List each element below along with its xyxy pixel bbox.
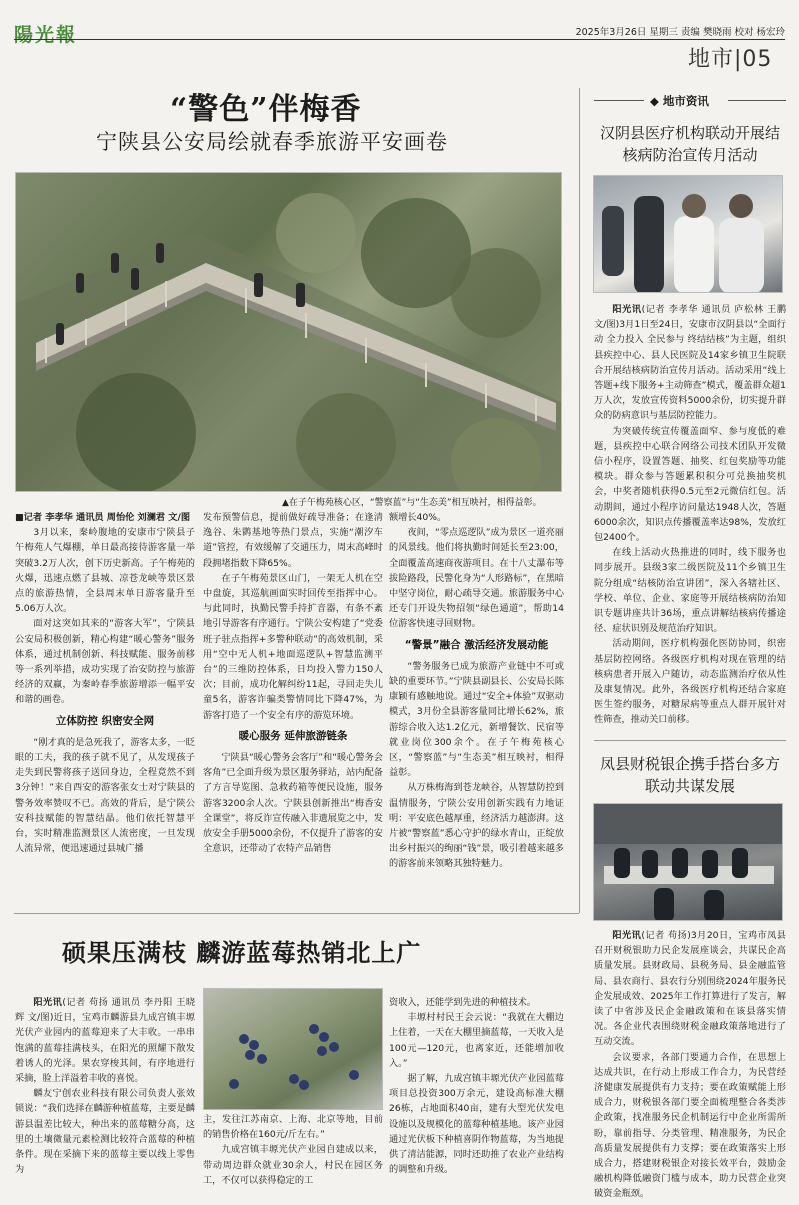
sidebar-tag: ◆ 地市资讯 <box>650 94 709 108</box>
second-story-col3 <box>389 995 564 1177</box>
masthead-rule <box>14 39 785 40</box>
section-subtitle: 立体防控 织密安全网 <box>55 714 155 727</box>
paragraph: 3月以来，秦岭腹地的安康市宁陕县子午梅苑人气爆棚，单日最高接待游客量一举突破3.2万人次，创下历史新高。子午梅苑的火爆，迅速点燃了县城、凉苍龙峡等景区景点的旅游热情，全县周末单日游客量升至5.06万人次。 <box>15 527 195 615</box>
section-name: 地市|05 <box>688 47 773 72</box>
main-story-col2 <box>203 510 383 856</box>
main-story-col3 <box>389 510 564 872</box>
sidebar-story2-byline: 阳光讯 <box>612 930 642 941</box>
paragraph: 夜间，“零点巡逻队”成为景区一道亮丽的风景线。他们将执勤时间延长至23:00，全面覆盖高速商夜游项目。在十八丈瀑布等拔险路段，民警化身为“人形路标”，在黑暗中坚守岗位，耐心疏导交通。旅游服务中心还专门开设失物招领“绿色通道”，帮助14位游客快速寻回财物。 <box>389 527 564 630</box>
paragraph: 丰塬村村民王会云说：“我就在大棚边上住着，一天在大棚里摘蓝莓，一天收入是100元—120元，也离家近，还能增加收入。” <box>389 1012 564 1069</box>
second-story-col1 <box>15 995 195 1177</box>
paragraph: 活动期间，医疗机构强化医防协同，织密基层防控网络。各级医疗机构对现在管理的结核病患者开展入户随访，动态监测治疗依从性及康复情况。此外，各级医疗机构还结合家庭医生签约服务，对糖尿病等重点人群开展针对性筛查，推动关口前移。 <box>594 638 786 726</box>
sidebar-tag-label: 地市资讯 <box>662 94 709 108</box>
second-story-col2 <box>203 1112 383 1188</box>
paragraph: 在线上活动火热推进的同时，线下服务也同步展开。县级3家二级医院及11个乡镇卫生院分组成“结核防治宣讲团”，深入各辖社区、学校、单位、企业、家庭等开展结核病防治知识专题讲座共计36场，重点讲解结核病传播途径、症状识别及规范治疗知识。 <box>594 547 786 635</box>
tag-rule-left <box>594 100 644 101</box>
sidebar-story1-body <box>594 302 786 728</box>
sidebar-story1-byline: 阳光讯 <box>612 304 642 315</box>
sidebar-story1-photo <box>593 175 783 293</box>
sidebar-story1-headline: 汉阴县医疗机构联动开展结核病防治宣传月活动 <box>599 124 780 164</box>
second-byline: 阳光讯 <box>33 997 63 1008</box>
paragraph: 额增长40%。 <box>389 512 447 523</box>
main-story-col1 <box>15 510 195 856</box>
sidebar-story2-byline-detail: (记者 苟扬) <box>641 930 691 941</box>
paragraph: 从万株梅海到苍龙峡谷，从智慧防控到温情服务，宁陕公安用创新实践有力地证明：平安底色越厚重，经济活力越澎湃。这片被“警察蓝”悉心守护的绿水青山，正绽放出乡村振兴的绚丽“钱”景，吸引着越来越多的游客前来领略其独特魅力。 <box>389 782 564 870</box>
sidebar-story2-body <box>594 928 786 1202</box>
main-photo-caption: ▲在子午梅苑核心区，“警察蓝”与“生态美”相互映衬，相得益彰。 <box>282 498 542 508</box>
paragraph: “警务服务已成为旅游产业链中不可或缺的重要环节。”宁陕县副县长、公安局长陈康颖有感触地说。通过“安全+体验”双驱动模式，3月份全县游客量同比增长62%，旅游综合收入达1.2亿元，新增餐饮、民宿等就业岗位300余个。在子午梅苑核心区，“警察蓝”与“生态美”相互映衬，相得益彰。 <box>389 660 564 779</box>
paragraph: 资收入，还能学到先进的种植技术。 <box>389 997 536 1008</box>
second-byline-detail: (记者 苟扬 通讯员 李丹阳 王晓辉 文/图) <box>15 997 196 1024</box>
paragraph: 宁陕县“暖心警务会客厅”和“暖心警务会客角”已全面升级为景区服务驿站，站内配备了方言导览图、急救药箱等便民设施，服务游客3200余人次。宁陕县创新推出“梅香安全课堂”，将反诈宣传融入非遗展览之中，发放安全手册5000余份，不仅提升了游客的安全意识，还带动了农特产品销售 <box>203 752 383 855</box>
sidebar-story1-photo-scene <box>594 176 783 293</box>
main-subhead: 宁陕县公安局绘就春季旅游平安画卷 <box>96 130 448 154</box>
section-divider <box>14 913 579 914</box>
sidebar-story2-photo <box>593 803 783 921</box>
main-photo-scene <box>16 173 562 492</box>
masthead-logo: 陽光報 <box>14 24 78 46</box>
tag-rule-right <box>728 100 786 101</box>
main-byline: ■记者 李孝华 通讯员 周怡伦 刘澜君 文/图 <box>15 512 191 523</box>
paragraph: 发布预警信息，提前做好疏导准备；在逢清逸谷、朱鹮基地等热门景点，实施“潮汐车道”管控，有效缓解了交通压力，周末高峰时段拥堵指数下降65%。 <box>203 512 383 569</box>
paragraph: 会议要求，各部门要通力合作，在思想上达成共识，在行动上形成工作合力，为民营经济健康发展提供有力支持；要在政策赋能上形成合力，财税银各部门要全面梳理整合各类涉企政策，找准服务民企机制运行中企业所需所盼，靠前指导、分类管理、精准服务，为民企高质量发展提供有力支撑；要在政策落实上形成合力，搭建财税银企对接长效平台，鼓励金融机构降低融资门槛与成本，助力民营企业突破资金瓶颈。 <box>594 1051 786 1200</box>
paragraph: 3月20日，宝鸡市凤县召开财税银助力民企发展座谈会，共谋民企高质量发展。县财政局、县税务局、县金融监管局、县农商行、县农行分别围绕2024年服务民企发展成效、2025年工作打算进行了发言，解读了中省涉及民企金融政策和在该县落实情况。各企业代表围绕财税金融政策落地进行了互动交流。 <box>594 930 786 1048</box>
main-headline: “警色”伴梅香 <box>170 92 362 127</box>
sidebar-story1-byline-detail: (记者 李孝华 通讯员 庐松林 王鹏 文/图) <box>594 304 787 331</box>
paragraph: 麟友宁创农业科技有限公司负责人张效锁说：“我们选择在麟游种植蓝莓，主要是麟游县温差比较大，种出来的蓝莓糖分高，这里的土壤微量元素检测比较符合蓝莓的种植条件。现在采摘下来的蓝莓主要以线上零售为 <box>15 1088 195 1176</box>
sidebar-story2-headline: 凤县财税银企携手搭台多方联动共谋发展 <box>599 755 780 795</box>
section-subtitle: “警景”融合 激活经济发展动能 <box>404 638 549 651</box>
paragraph: 九成宫镇丰塬光伏产业园自建成以来，带动周边群众就业30余人，村民在园区务工，不仅可以获得稳定的工 <box>203 1144 383 1186</box>
paragraph: 近日，宝鸡市麟游县九成宫镇丰塬光伏产业园内的蓝莓迎来了大丰收。一串串饱满的蓝莓挂满枝头，在阳光的照耀下散发着诱人的光泽。果农穿梭其间，有序地进行采摘，脸上洋溢着丰收的喜悦。 <box>15 1012 195 1085</box>
sidebar-story2-photo-scene <box>594 804 783 921</box>
paragraph: 主，发往江苏南京、上海、北京等地，目前的销售价格在160元/斤左右。” <box>203 1114 383 1141</box>
main-photo <box>15 172 562 492</box>
paragraph: 在子午梅苑景区山门，一架无人机在空中盘旋，其巡航画面实时回传至指挥中心。与此同时，执勤民警手持扩音器，有条不紊地引导游客有序通行。宁陕公安构建了“党委班子驻点指挥+多警种联动”的高效机制，采用“空中无人机+地面巡逻队+智慧监测平台”的三维防控体系，日均投入警力150人次；目前，成功化解纠纷11起，寻回走失儿童5名，游客诈骗类警情同比下降47%，为游客打造了一个安全有序的游览环境。 <box>203 572 383 721</box>
paragraph: 据了解，九成宫镇丰塬光伏产业园蓝莓项目总投资300万余元，建设高标准大棚26栋，占地面积40亩，建有大型光伏发电设施以及规模化的蓝莓种植基地。该产业园通过光伏板下种植喜阴作物蓝莓，为当地提供了清洁能源，同时还助推了农业产业结构的调整和升级。 <box>389 1073 564 1176</box>
paragraph: “刚才真的是急死我了，游客太多，一眨眼的工夫，我的孩子就不见了，从发现孩子走失到民警将孩子送回身边，全程竟然不到3分钟！”来自西安的游客张女士对宁陕县的警务效率赞叹不已。高效的背后，是宁陕公安科技赋能的智慧结晶。他们依托智慧平台，实时精准监测景区人流密度，一旦发现人流异常，便迅速通过县城广播 <box>15 736 195 855</box>
second-story-photo <box>203 988 383 1110</box>
masthead-date-editor: 2025年3月26日 星期三 责编 樊晓雨 校对 杨宏玲 <box>575 27 785 38</box>
paragraph: 3月1日至24日，安康市汉阴县以“全面行动 全力投入 全民参与 终结结核”为主题，组织县疾控中心、县人民医院及14家乡镇卫生院联合开展结核病防治宣传月活动。活动采用“线上答题+线下服务+主动筛查”模式，覆盖群众超1万人次，发放宣传资料5000余份，切实提升群众的防病意识与基层防控能力。 <box>594 319 786 422</box>
sidebar-divider <box>594 740 786 741</box>
second-headline: 硕果压满枝 麟游蓝莓热销北上广 <box>62 939 422 967</box>
second-story-photo-scene <box>204 989 383 1110</box>
column-divider <box>579 88 580 913</box>
section-subtitle: 暖心服务 延伸旅游链条 <box>238 729 348 742</box>
paragraph: 面对这突如其来的“游客大军”，宁陕县公安局积极创新，精心构建“暖心警务”服务体系，通过机制创新、科技赋能、服务前移等一系列举措，成功实现了治安防控与旅游经济的双赢，为秦岭春季旅游增添一幅平安和谐的画卷。 <box>15 618 195 706</box>
paragraph: 为突破传统宣传覆盖面窄、参与度低的难题，县疾控中心联合网络公司技术团队开发微信小程序，设置答题、抽奖、红包奖励等功能模块。群众参与答题累积积分可兑换抽奖机会，中奖者随机获得0.5元至2元微信红包。活动期间，通过小程序访问量达1948人次，答题6000余次，知识点传播覆盖率达98%，发放红包2400个。 <box>594 425 786 544</box>
